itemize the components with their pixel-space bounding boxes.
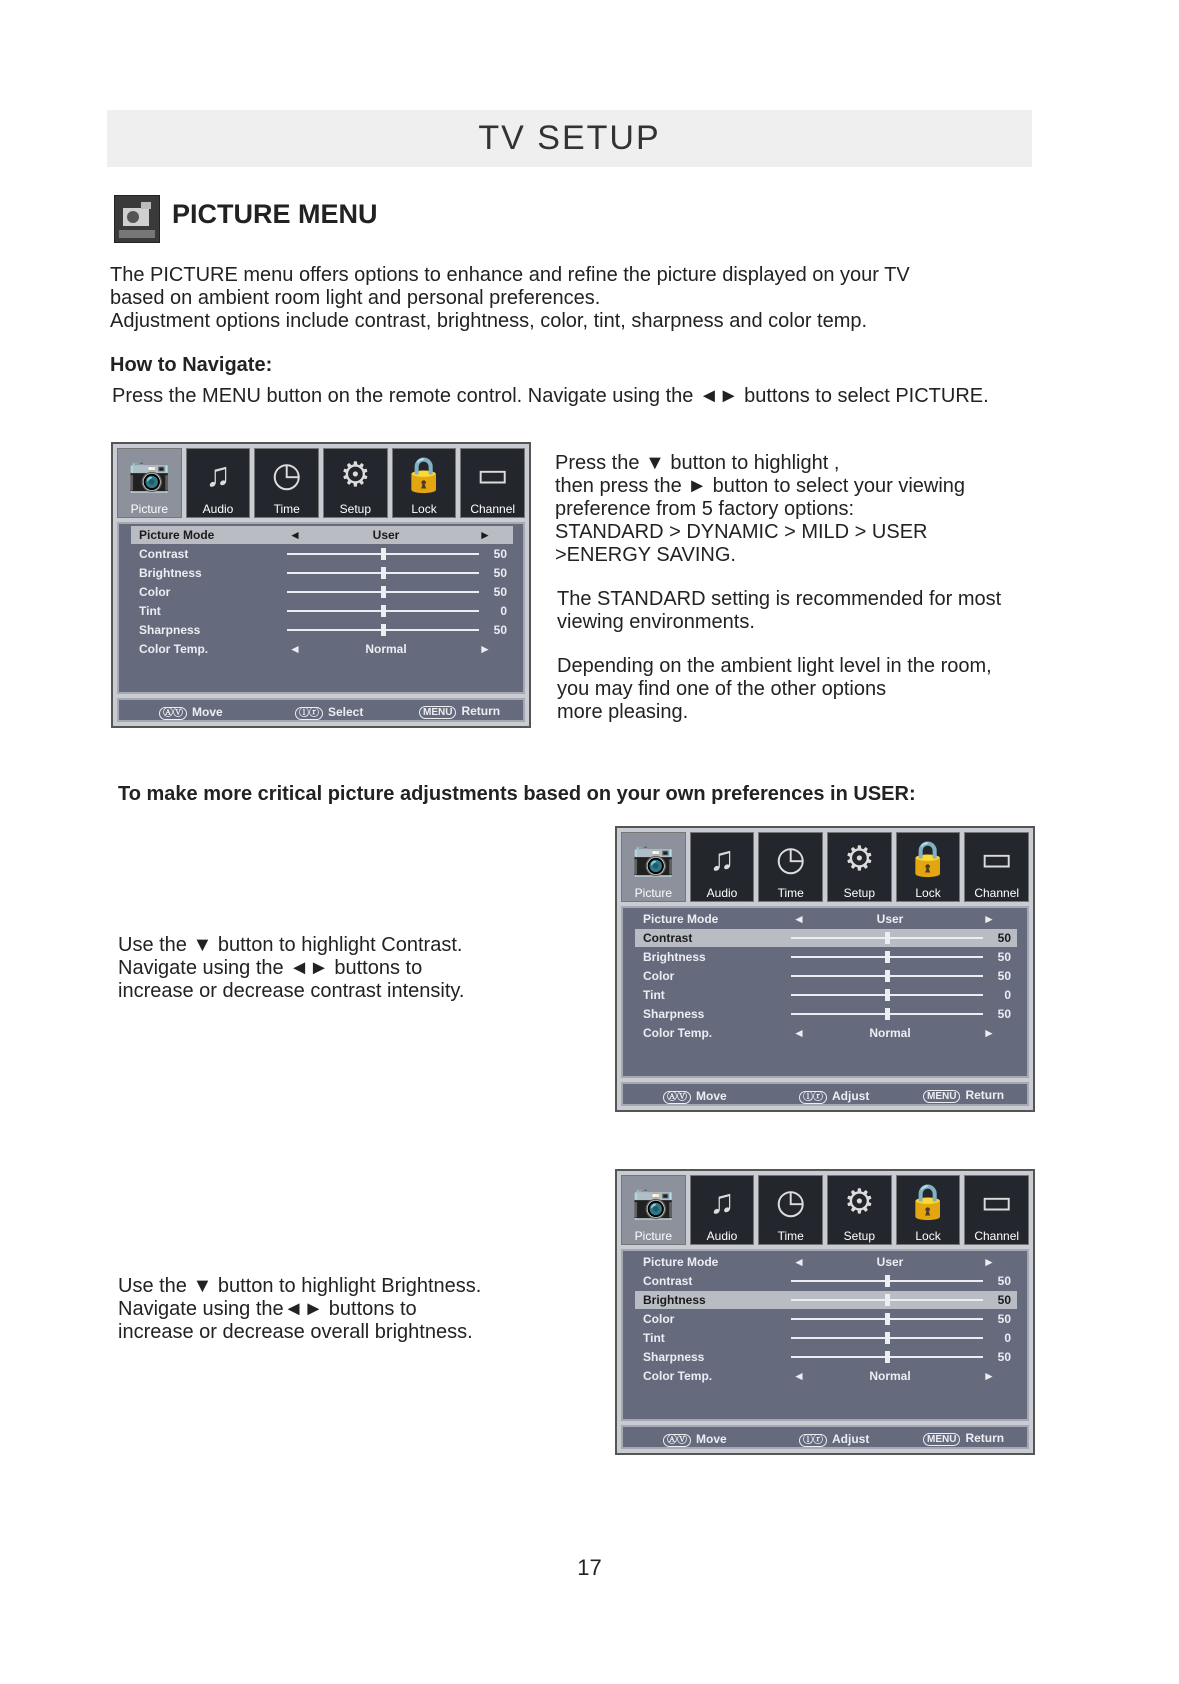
row-color[interactable]: Color 50	[643, 969, 1011, 983]
navigate-text: Press the MENU button on the remote control. Navigate using the ◄► buttons to select PICTURE.	[112, 385, 989, 407]
clock-icon: ◷	[271, 456, 302, 494]
up-down-icon: ⒶⓋ	[663, 1091, 691, 1104]
padlock-icon: 🔒	[906, 1183, 950, 1221]
tab-picture[interactable]: 📷 Picture	[117, 448, 182, 518]
arrow-left-icon: ◄	[289, 528, 301, 542]
picture-camera-icon	[114, 195, 160, 243]
menu-key-icon: MENU	[419, 706, 456, 719]
slider-knob	[885, 1351, 890, 1363]
row-sharpness[interactable]: Sharpness 50	[139, 623, 507, 637]
arrow-right-icon: ►	[479, 642, 491, 656]
tab-lock[interactable]: 🔒 Lock	[896, 1175, 961, 1245]
arrow-left-icon: ◄	[793, 1369, 805, 1383]
slider-knob	[381, 605, 386, 617]
osd-settings-list	[621, 1249, 1029, 1421]
tab-audio[interactable]: ♫ Audio	[690, 832, 755, 902]
arrow-right-icon: ►	[983, 912, 995, 926]
tab-lock[interactable]: 🔒 Lock	[392, 448, 457, 518]
row-brightness[interactable]: Brightness 50	[643, 950, 1011, 964]
arrow-right-icon: ►	[983, 1026, 995, 1040]
row-sharpness[interactable]: Sharpness 50	[643, 1007, 1011, 1021]
row-contrast[interactable]: Contrast 50	[139, 547, 507, 561]
row-sharpness[interactable]: Sharpness 50	[643, 1350, 1011, 1364]
monitor-icon: ▭	[980, 840, 1013, 878]
osd-settings-list	[117, 522, 525, 694]
row-tint[interactable]: Tint 0	[139, 604, 507, 618]
camera-icon: 📷	[128, 456, 171, 494]
standard-note: The STANDARD setting is recommended for most viewing environments.	[557, 588, 1002, 633]
footer-return: MENU Return	[923, 1431, 1004, 1445]
camera-icon: 📷	[632, 840, 675, 878]
arrow-left-icon: ◄	[289, 642, 301, 656]
slider-knob	[381, 586, 386, 598]
row-brightness[interactable]: Brightness 50	[139, 566, 507, 580]
slider-knob	[885, 932, 890, 944]
tab-picture[interactable]: 📷 Picture	[621, 1175, 686, 1245]
footer-adjust: ⓛⓡ Adjust	[799, 1431, 869, 1446]
tab-picture[interactable]: 📷 Picture	[621, 832, 686, 902]
tab-channel[interactable]: ▭ Channel	[964, 832, 1029, 902]
padlock-icon: 🔒	[906, 840, 950, 878]
slider-knob	[885, 1275, 890, 1287]
osd-footer	[621, 1082, 1029, 1106]
up-down-icon: ⒶⓋ	[159, 707, 187, 720]
tab-audio[interactable]: ♫ Audio	[186, 448, 251, 518]
monitor-icon: ▭	[980, 1183, 1013, 1221]
arrow-left-icon: ◄	[793, 1255, 805, 1269]
music-note-icon: ♫	[709, 1183, 735, 1221]
footer-move: ⒶⓋ Move	[159, 704, 223, 719]
tab-time[interactable]: ◷ Time	[758, 832, 823, 902]
gear-icon: ⚙	[340, 456, 371, 494]
tab-channel[interactable]: ▭ Channel	[460, 448, 525, 518]
intro-paragraph	[110, 264, 910, 333]
left-right-icon: ⓛⓡ	[799, 1091, 827, 1104]
monitor-icon: ▭	[476, 456, 509, 494]
ambient-note: Depending on the ambient light level in the room, you may find one of the other options more pleasing.	[557, 655, 992, 723]
footer-select: ⓛⓡ Select	[295, 704, 363, 719]
slider-knob	[381, 548, 386, 560]
page-number: 17	[577, 1555, 602, 1580]
row-color-temp[interactable]: Color Temp. ◄ Normal ►	[139, 642, 491, 656]
osd-brightness-adjust	[615, 1169, 1035, 1455]
intro-line: based on ambient room light and personal preferences.	[110, 287, 601, 309]
tab-setup[interactable]: ⚙ Setup	[827, 1175, 892, 1245]
row-color-temp[interactable]: Color Temp. ◄ Normal ►	[643, 1026, 995, 1040]
mode-instructions: Press the ▼ button to highlight , then press the ► button to select your viewing preference from 5 factory options: STANDARD > DYNAMIC > MILD > USER >ENERGY SAVING.	[555, 452, 966, 566]
menu-key-icon: MENU	[923, 1090, 960, 1103]
gear-icon: ⚙	[844, 1183, 875, 1221]
tab-setup[interactable]: ⚙ Setup	[827, 832, 892, 902]
tab-setup[interactable]: ⚙ Setup	[323, 448, 388, 518]
camera-icon: 📷	[632, 1183, 675, 1221]
osd-picture-menu-select	[111, 442, 531, 728]
row-tint[interactable]: Tint 0	[643, 988, 1011, 1002]
slider-knob	[381, 567, 386, 579]
slider-knob	[885, 1313, 890, 1325]
arrow-right-icon: ►	[983, 1369, 995, 1383]
arrow-right-icon: ►	[983, 1255, 995, 1269]
tab-channel[interactable]: ▭ Channel	[964, 1175, 1029, 1245]
tab-time[interactable]: ◷ Time	[254, 448, 319, 518]
clock-icon: ◷	[775, 840, 806, 878]
osd-footer	[621, 1425, 1029, 1449]
row-picture-mode[interactable]: Picture Mode ◄ User ►	[643, 912, 995, 926]
row-picture-mode[interactable]: Picture Mode ◄ User ►	[643, 1255, 995, 1269]
menu-key-icon: MENU	[923, 1433, 960, 1446]
music-note-icon: ♫	[205, 456, 231, 494]
left-right-icon: ⓛⓡ	[295, 707, 323, 720]
tab-time[interactable]: ◷ Time	[758, 1175, 823, 1245]
row-brightness[interactable]: Brightness 50	[635, 1291, 1017, 1309]
page-banner	[107, 110, 1032, 167]
left-right-icon: ⓛⓡ	[799, 1434, 827, 1447]
footer-move: ⒶⓋ Move	[663, 1431, 727, 1446]
row-tint[interactable]: Tint 0	[643, 1331, 1011, 1345]
row-picture-mode[interactable]: Picture Mode ◄ User ►	[131, 526, 513, 544]
row-color[interactable]: Color 50	[643, 1312, 1011, 1326]
osd-settings-list	[621, 906, 1029, 1078]
row-contrast[interactable]: Contrast 50	[635, 929, 1017, 947]
footer-adjust: ⓛⓡ Adjust	[799, 1088, 869, 1103]
banner-title: TV SETUP	[478, 119, 661, 157]
row-contrast[interactable]: Contrast 50	[643, 1274, 1011, 1288]
clock-icon: ◷	[775, 1183, 806, 1221]
row-color-temp[interactable]: Color Temp. ◄ Normal ►	[643, 1369, 995, 1383]
slider-knob	[381, 624, 386, 636]
critical-heading: To make more critical picture adjustments based on your own preferences in USER:	[118, 783, 916, 805]
footer-return: MENU Return	[923, 1088, 1004, 1102]
navigate-heading: How to Navigate:	[110, 354, 273, 376]
intro-line: Adjustment options include contrast, brightness, color, tint, sharpness and color temp.	[110, 310, 868, 332]
up-down-icon: ⒶⓋ	[663, 1434, 691, 1447]
osd-contrast-adjust	[615, 826, 1035, 1112]
arrow-left-icon: ◄	[793, 1026, 805, 1040]
arrow-left-icon: ◄	[793, 912, 805, 926]
footer-return: MENU Return	[419, 704, 500, 718]
slider-knob	[885, 1332, 890, 1344]
slider-knob	[885, 951, 890, 963]
arrow-right-icon: ►	[479, 528, 491, 542]
gear-icon: ⚙	[844, 840, 875, 878]
slider-knob	[885, 989, 890, 1001]
slider-knob	[885, 1008, 890, 1020]
intro-line: The PICTURE menu offers options to enhance and refine the picture displayed on your TV	[110, 264, 910, 286]
tab-audio[interactable]: ♫ Audio	[690, 1175, 755, 1245]
osd-footer	[117, 698, 525, 722]
section-title: PICTURE MENU	[172, 199, 378, 229]
contrast-instructions: Use the ▼ button to highlight Contrast. Navigate using the ◄► buttons to increase or decrease contrast intensity.	[118, 934, 465, 1002]
brightness-instructions: Use the ▼ button to highlight Brightness. Navigate using the◄► buttons to increase or decrease overall brightness.	[118, 1275, 482, 1343]
slider-knob	[885, 970, 890, 982]
tab-lock[interactable]: 🔒 Lock	[896, 832, 961, 902]
music-note-icon: ♫	[709, 840, 735, 878]
padlock-icon: 🔒	[402, 456, 446, 494]
footer-move: ⒶⓋ Move	[663, 1088, 727, 1103]
slider-knob	[885, 1294, 890, 1306]
row-color[interactable]: Color 50	[139, 585, 507, 599]
